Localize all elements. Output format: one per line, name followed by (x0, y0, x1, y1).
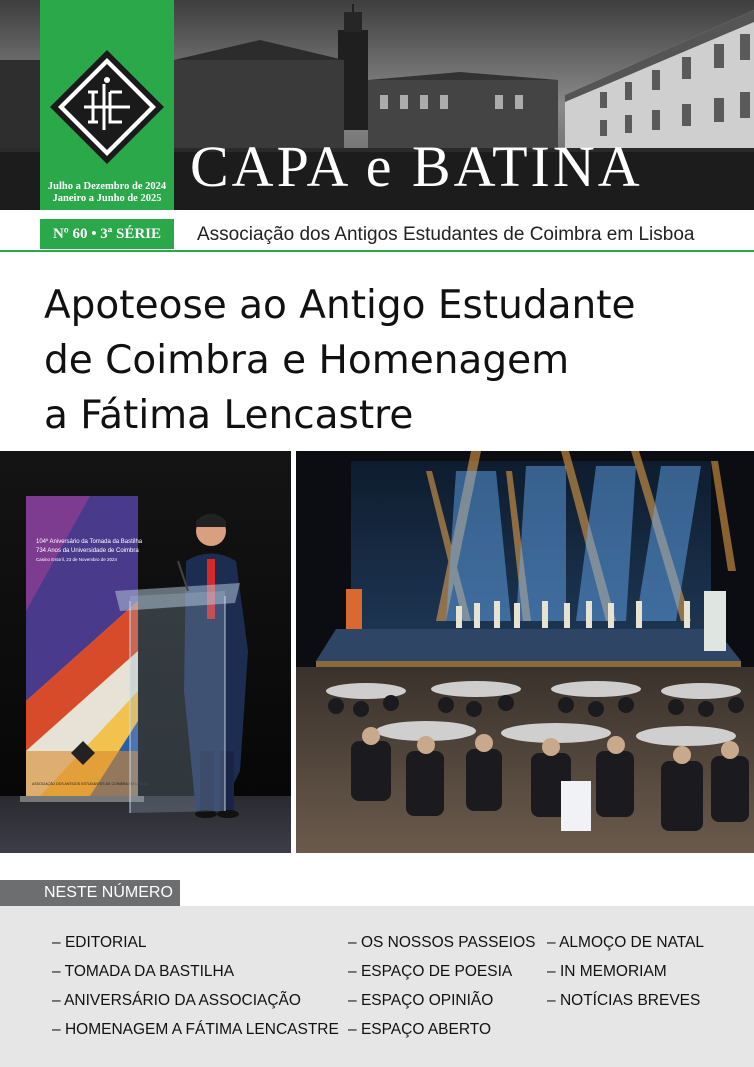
banner-text-3: Casino Estoril, 23 de Novembro de 2024 (36, 557, 118, 562)
contents-item: – OS NOSSOS PASSEIOS (348, 928, 536, 957)
banner-text-1: 104º Aniversário da Tomada da Bastilha (36, 539, 143, 545)
logo-panel (40, 0, 174, 210)
issue-dates-line-2: Janeiro a Junho de 2025 (52, 193, 162, 204)
contents-item: – HOMENAGEM A FÁTIMA LENCASTRE (52, 1015, 339, 1044)
contents-item: – ANIVERSÁRIO DA ASSOCIAÇÃO (52, 986, 339, 1015)
gala-dinner-stage-photo (296, 451, 754, 853)
contents-item: – ALMOÇO DE NATAL (547, 928, 704, 957)
headline-line-1: Apoteose ao Antigo Estudante (44, 283, 636, 328)
contents-item: – ESPAÇO OPINIÃO (348, 986, 536, 1015)
event-banner (20, 496, 148, 802)
masthead-banner (0, 0, 754, 210)
contents-column-2 (348, 928, 536, 1044)
contents-item: – ESPAÇO ABERTO (348, 1015, 536, 1044)
publication-title: CAPA e BATINA (190, 134, 643, 199)
contents-item: – EDITORIAL (52, 928, 339, 957)
issue-number-badge: Nº 60 • 3ª SÉRIE (40, 219, 174, 249)
contents-header: NESTE NÚMERO (0, 880, 180, 906)
contents-item: – TOMADA DA BASTILHA (52, 957, 339, 986)
headline-line-2: de Coimbra e Homenagem (44, 338, 570, 383)
association-name: Associação dos Antigos Estudantes de Coimbra em Lisboa (197, 224, 695, 245)
issue-dates-line-1: Julho a Dezembro de 2024 (47, 181, 167, 192)
speaker-at-podium-photo (0, 451, 291, 853)
contents-item: – ESPAÇO DE POESIA (348, 957, 536, 986)
contents-item: – NOTÍCIAS BREVES (547, 986, 704, 1015)
association-emblem-icon (48, 48, 166, 166)
contents-column-1 (52, 928, 339, 1044)
headline (44, 278, 744, 443)
glass-podium (115, 561, 240, 813)
contents-column-3 (547, 928, 704, 1015)
contents-item: – IN MEMORIAM (547, 957, 704, 986)
divider (0, 250, 754, 252)
banner-text-2: 734 Anos da Universidade de Coimbra (36, 548, 139, 554)
headline-line-3: a Fátima Lencastre (44, 393, 414, 438)
banner-footer-text: ASSOCIAÇÃO DOS ANTIGOS ESTUDANTES DE COIMBRA EM LISBOA (32, 782, 148, 786)
